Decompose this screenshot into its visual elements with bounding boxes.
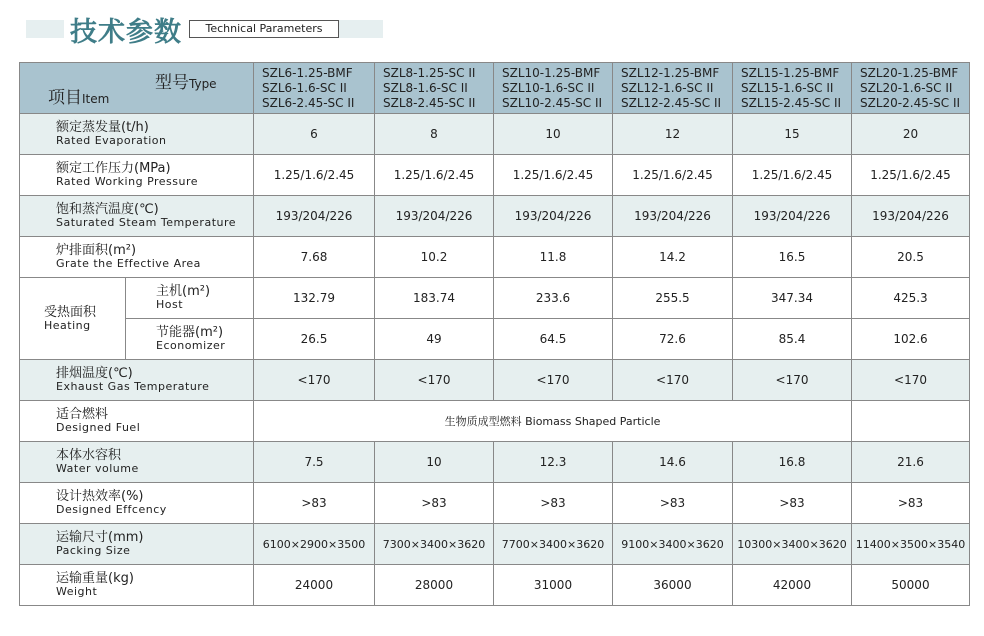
value-cell: >83: [733, 483, 852, 524]
model-name: SZL20-1.6-SC II: [860, 80, 953, 95]
value-cell: 6: [254, 114, 375, 155]
model-name: SZL12-2.45-SC II: [621, 95, 722, 110]
label-en: Designed Effcency: [56, 503, 167, 516]
eff-row: [20, 483, 970, 524]
label-cn: 设计热效率(%): [56, 489, 144, 504]
model-name: SZL8-1.6-SC II: [383, 80, 468, 95]
type-header: 型号Type: [155, 73, 217, 93]
host-label: [126, 278, 254, 319]
title-band-left: [26, 20, 64, 38]
water-row: [20, 442, 970, 483]
fuel-value: 生物质成型燃料 Biomass Shaped Particle: [254, 401, 852, 442]
parameters-table: [19, 62, 970, 606]
value-cell: 193/204/226: [375, 196, 494, 237]
label-cn: 主机(m²): [156, 284, 211, 299]
value-cell: 1.25/1.6/2.45: [733, 155, 852, 196]
label-cn: 饱和蒸汽温度(℃): [56, 202, 159, 217]
value-cell: 26.5: [254, 319, 375, 360]
model-name: SZL12-1.6-SC II: [621, 80, 714, 95]
temp-label: [20, 196, 254, 237]
model-header: [613, 63, 733, 114]
model-name: SZL15-1.6-SC II: [741, 80, 834, 95]
value-cell: <170: [852, 360, 970, 401]
model-name: SZL10-1.25-BMF: [502, 65, 601, 80]
weight-label: [20, 565, 254, 606]
model-name: SZL20-2.45-SC II: [860, 95, 961, 110]
value-cell: <170: [254, 360, 375, 401]
value-cell: 7.68: [254, 237, 375, 278]
value-cell: 42000: [733, 565, 852, 606]
header-row: [20, 63, 970, 114]
label-cn: 排烟温度(℃): [56, 366, 133, 381]
label-en: Rated Working Pressure: [56, 175, 199, 188]
model-name: SZL20-1.25-BMF: [860, 65, 959, 80]
label-cn: 炉排面积(m²): [56, 243, 137, 258]
header-corner: [20, 63, 254, 114]
value-cell: >83: [254, 483, 375, 524]
value-cell: <170: [733, 360, 852, 401]
weight-row: [20, 565, 970, 606]
value-cell: 28000: [375, 565, 494, 606]
value-cell: 36000: [613, 565, 733, 606]
value-cell: 425.3: [852, 278, 970, 319]
value-cell: 193/204/226: [733, 196, 852, 237]
label-en: Economizer: [156, 339, 226, 352]
value-cell: 1.25/1.6/2.45: [254, 155, 375, 196]
exhaust-row: [20, 360, 970, 401]
value-cell: 7700×3400×3620: [494, 524, 613, 565]
value-cell: 11.8: [494, 237, 613, 278]
value-cell: 31000: [494, 565, 613, 606]
label-en: Exhaust Gas Temperature: [56, 380, 210, 393]
value-cell: 193/204/226: [613, 196, 733, 237]
item-header: 项目Item: [48, 88, 110, 108]
value-cell: 183.74: [375, 278, 494, 319]
value-cell: 10.2: [375, 237, 494, 278]
value-cell: 193/204/226: [254, 196, 375, 237]
label-cn: 额定工作压力(MPa): [56, 161, 171, 176]
model-header: [852, 63, 970, 114]
model-name: SZL10-2.45-SC II: [502, 95, 603, 110]
value-cell: 10300×3400×3620: [733, 524, 852, 565]
press-label: [20, 155, 254, 196]
label-en: Host: [156, 298, 184, 311]
value-cell: 9100×3400×3620: [613, 524, 733, 565]
model-name: SZL6-1.6-SC II: [262, 80, 347, 95]
value-cell: 7300×3400×3620: [375, 524, 494, 565]
value-cell: >83: [613, 483, 733, 524]
econ-row: [20, 319, 970, 360]
value-cell: 12: [613, 114, 733, 155]
value-cell: 132.79: [254, 278, 375, 319]
value-cell: 255.5: [613, 278, 733, 319]
label-en: Water volume: [56, 462, 139, 475]
value-cell: 16.8: [733, 442, 852, 483]
value-cell: 1.25/1.6/2.45: [852, 155, 970, 196]
press-row: [20, 155, 970, 196]
fuel-row: [20, 401, 970, 442]
value-cell: 21.6: [852, 442, 970, 483]
value-cell: <170: [494, 360, 613, 401]
value-cell: 64.5: [494, 319, 613, 360]
label-cn: 本体水容积: [56, 448, 122, 463]
model-header: [254, 63, 375, 114]
model-header: [375, 63, 494, 114]
value-cell: <170: [613, 360, 733, 401]
value-cell: 10: [375, 442, 494, 483]
value-cell: 1.25/1.6/2.45: [494, 155, 613, 196]
value-cell: 50000: [852, 565, 970, 606]
value-cell: 20: [852, 114, 970, 155]
water-label: [20, 442, 254, 483]
value-cell: >83: [494, 483, 613, 524]
value-cell: 193/204/226: [494, 196, 613, 237]
value-cell: 72.6: [613, 319, 733, 360]
title-band-right: [338, 20, 383, 38]
value-cell: 10: [494, 114, 613, 155]
label-en: Weight: [56, 585, 98, 598]
model-header: [733, 63, 852, 114]
value-cell: 347.34: [733, 278, 852, 319]
size-label: [20, 524, 254, 565]
size-row: [20, 524, 970, 565]
page-title: 技术参数: [70, 17, 182, 48]
model-name: SZL10-1.6-SC II: [502, 80, 595, 95]
evap-label: [20, 114, 254, 155]
value-cell: 14.2: [613, 237, 733, 278]
label-en: Saturated Steam Temperature: [56, 216, 237, 229]
fuel-label: [20, 401, 254, 442]
evap-row: [20, 114, 970, 155]
value-cell: 16.5: [733, 237, 852, 278]
value-cell: 20.5: [852, 237, 970, 278]
value-cell: 24000: [254, 565, 375, 606]
value-cell: 193/204/226: [852, 196, 970, 237]
value-cell: 11400×3500×3540: [852, 524, 970, 565]
model-name: SZL15-2.45-SC II: [741, 95, 842, 110]
label-cn: 受热面积: [44, 304, 97, 320]
value-cell: 102.6: [852, 319, 970, 360]
label-cn: 节能器(m²): [156, 325, 224, 340]
page-subtitle: Technical Parameters: [189, 20, 339, 38]
value-cell: 49: [375, 319, 494, 360]
value-cell: <170: [375, 360, 494, 401]
value-cell: 14.6: [613, 442, 733, 483]
model-name: SZL8-1.25-SC II: [383, 65, 476, 80]
model-name: SZL6-2.45-SC II: [262, 95, 355, 110]
value-cell: 7.5: [254, 442, 375, 483]
empty-cell: [852, 401, 970, 442]
value-cell: 15: [733, 114, 852, 155]
value-cell: 1.25/1.6/2.45: [375, 155, 494, 196]
econ-label: [126, 319, 254, 360]
value-cell: 233.6: [494, 278, 613, 319]
eff-label: [20, 483, 254, 524]
label-en: Designed Fuel: [56, 421, 141, 434]
label-en: Packing Size: [56, 544, 131, 557]
model-name: SZL8-2.45-SC II: [383, 95, 476, 110]
model-name: SZL6-1.25-BMF: [262, 65, 353, 80]
label-cn: 额定蒸发量(t/h): [56, 120, 149, 135]
value-cell: 1.25/1.6/2.45: [613, 155, 733, 196]
value-cell: 8: [375, 114, 494, 155]
label-cn: 适合燃料: [56, 407, 109, 422]
model-header: [494, 63, 613, 114]
value-cell: >83: [852, 483, 970, 524]
grate-row: [20, 237, 970, 278]
model-name: SZL12-1.25-BMF: [621, 65, 720, 80]
label-en: Grate the Effective Area: [56, 257, 201, 270]
value-cell: >83: [375, 483, 494, 524]
model-name: SZL15-1.25-BMF: [741, 65, 840, 80]
value-cell: 6100×2900×3500: [254, 524, 375, 565]
grate-label: [20, 237, 254, 278]
label-cn: 运输尺寸(mm): [56, 530, 144, 545]
exhaust-label: [20, 360, 254, 401]
label-en: Rated Evaporation: [56, 134, 167, 147]
label-cn: 运输重量(kg): [56, 571, 134, 586]
temp-row: [20, 196, 970, 237]
label-en: Heating: [44, 318, 91, 332]
host-row: [20, 278, 970, 319]
value-cell: 12.3: [494, 442, 613, 483]
value-cell: 85.4: [733, 319, 852, 360]
heating-label: [20, 278, 126, 360]
